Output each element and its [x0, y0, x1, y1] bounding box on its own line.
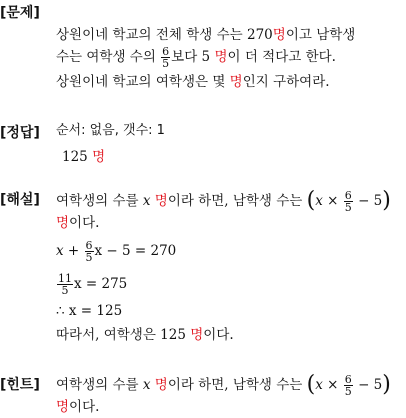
answer-meta: 순서: 없음, 갯수: 1 — [56, 123, 165, 138]
fraction: $\frac{6}{5}$ — [162, 45, 170, 70]
answer-value: 125 명 — [62, 149, 106, 165]
fraction: $\frac{6}{5}$ — [344, 189, 352, 214]
unit-myeong: 명 — [229, 74, 243, 90]
solution-label: [해설] — [0, 192, 40, 208]
problem-line-3: 상원이네 학교의 여학생은 몇 명인지 구하여라. — [56, 74, 330, 90]
answer-label: [정답] — [0, 125, 40, 141]
solution-line-2: 명이다. — [56, 215, 100, 231]
hint-line-1: 여학생의 수를 x 명이라 하면, 남학생 수는 (x × $\frac{6}{5}$ − 5) — [56, 371, 391, 398]
unit-myeong: 명 — [272, 27, 286, 43]
hint-label: [힌트] — [0, 377, 40, 393]
problem-line-2: 수는 여학생 수의 $\frac{6}{5}$ 보다 5 명이 더 적다고 한다. — [56, 45, 336, 70]
solution-conclusion: 따라서, 여학생은 125 명이다. — [56, 327, 234, 343]
fraction: $\frac{6}{5}$ — [344, 373, 352, 398]
hint-line-2: 명이다. — [56, 399, 100, 415]
solution-eq-1: x + $\frac{6}{5}$ x − 5 = 270 — [56, 239, 177, 264]
unit-myeong: 명 — [214, 49, 228, 65]
problem-label: [문제] — [0, 5, 40, 21]
solution-line-1: 여학생의 수를 x 명이라 하면, 남학생 수는 (x × $\frac{6}{5}$ − 5) — [56, 187, 391, 214]
solution-eq-3: ∴ x = 125 — [56, 303, 123, 319]
fraction: $\frac{11}{5}$ — [58, 272, 72, 297]
problem-line-1: 상원이네 학교의 전체 학생 수는 270명이고 남학생 — [56, 27, 356, 43]
solution-eq-2: $\frac{11}{5}$ x = 275 — [58, 272, 128, 297]
fraction: $\frac{6}{5}$ — [85, 239, 93, 264]
